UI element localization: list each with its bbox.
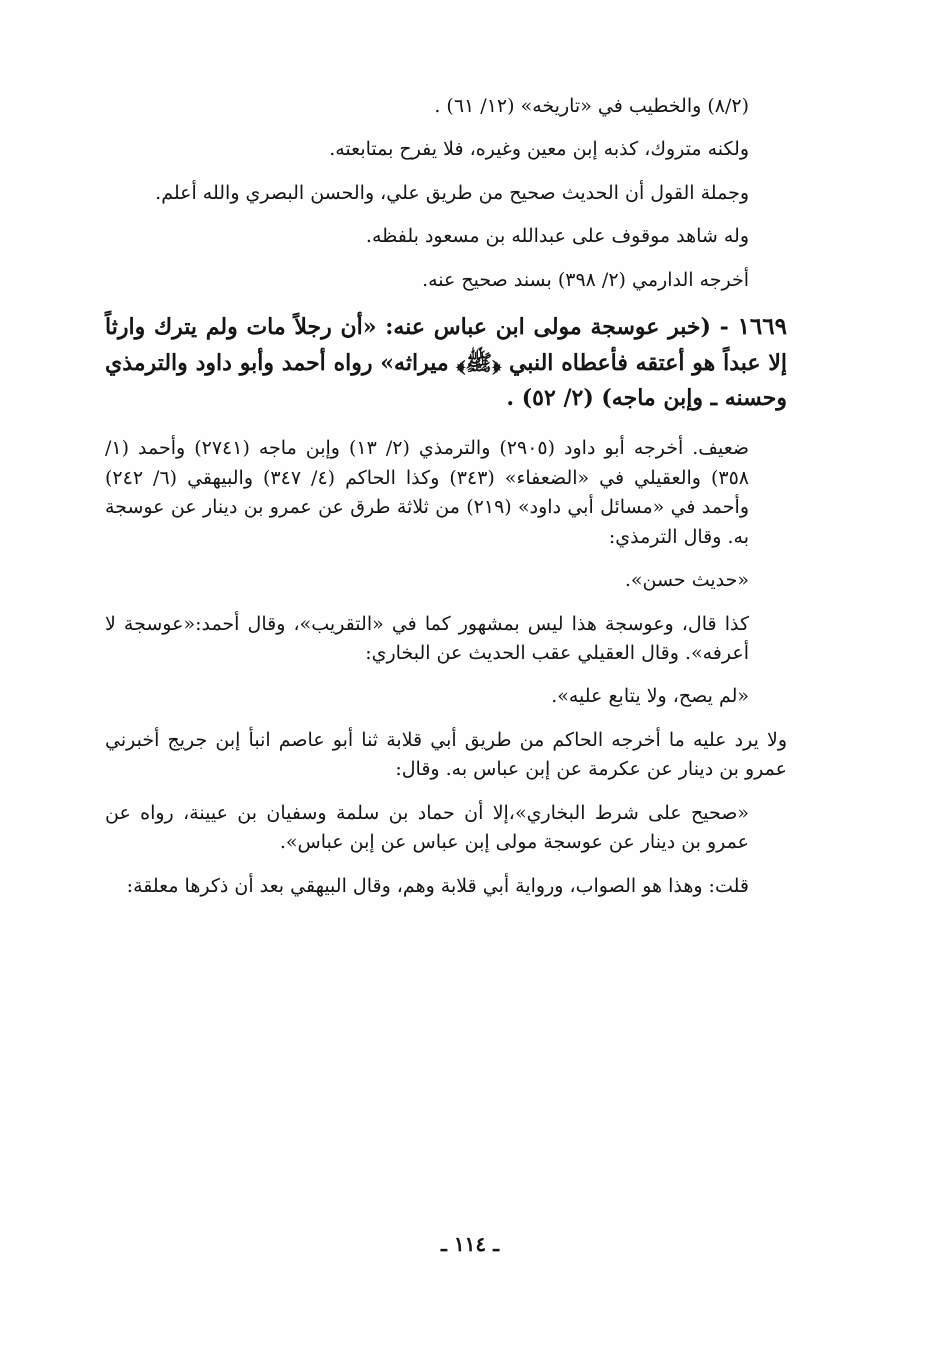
paragraph: أخرجه الدارمي (٢/ ٣٩٨) بسند صحيح عنه.	[422, 268, 749, 291]
paragraph: ولكنه متروك، كذبه إبن معين وغيره، فلا يفرح بمتابعته.	[329, 138, 749, 161]
footnote-continuation: (٨/٢) والخطيب في «تاريخه» (١٢/ ٦١) .	[434, 95, 749, 117]
hadith-entry	[105, 309, 787, 416]
quote: «حديث حسن».	[624, 569, 749, 592]
paragraph: كذا قال، وعوسجة هذا ليس بمشهور كما في «التقريب»، وقال أحمد:«عوسجة لا أعرفه». وقال العقيلي عقب الحديث عن البخاري:	[105, 612, 749, 664]
quote: «صحيح على شرط البخاري»،إلا أن حماد بن سلمة وسفيان بن عيينة، رواه عن عمرو بن دينار عن عوسجة مولى إبن عباس عن إبن عباس».	[105, 801, 749, 854]
page-number: ـ ١١٤ ـ	[441, 1232, 499, 1256]
paragraph: ضعيف. أخرجه أبو داود (٢٩٠٥) والترمذي (٢/ ١٣) وإبن ماجه (٢٧٤١) وأحمد (١/ ٣٥٨) والعقيلي في «الضعفاء» (٣٤٣) وكذا الحاكم (٤/ ٣٤٧) والبيهقي (٦/ ٢٤٢) وأحمد في «مسائل أبي داود» (٢١٩) من ثلاثة طرق عن عمرو بن دينار عن عوسجة به. وقال الترمذي:	[105, 437, 749, 548]
paragraph: وله شاهد موقوف على عبدالله بن مسعود بلفظه.	[365, 225, 749, 248]
paragraph: وجملة القول أن الحديث صحيح من طريق علي، والحسن البصري والله أعلم.	[155, 181, 749, 204]
hadith-text: - (خبر عوسجة مولى ابن عباس عنه: «أن رجلاً مات ولم يترك وارثاً إلا عبداً هو أعتقه فأعطاه النبي ﴿ﷺ﴾ ميراثه» رواه أحمد وأبو داود والترمذي وحسنه ـ وإبن ماجه) (٢/ ٥٢) .	[105, 314, 787, 412]
page-body	[105, 92, 787, 915]
paragraph: ولا يرد عليه ما أخرجه الحاكم من طريق أبي قلابة ثنا أبو عاصم انبأ إبن جريج أخبرني عمرو بن دينار عن عكرمة عن إبن عباس به. وقال:	[105, 728, 787, 781]
quote: «لم يصح، ولا يتابع عليه».	[551, 685, 749, 708]
paragraph: قلت: وهذا هو الصواب، ورواية أبي قلابة وهم، وقال البيهقي بعد أن ذكرها معلقة:	[126, 874, 749, 897]
hadith-number: ١٦٦٩	[737, 313, 787, 341]
